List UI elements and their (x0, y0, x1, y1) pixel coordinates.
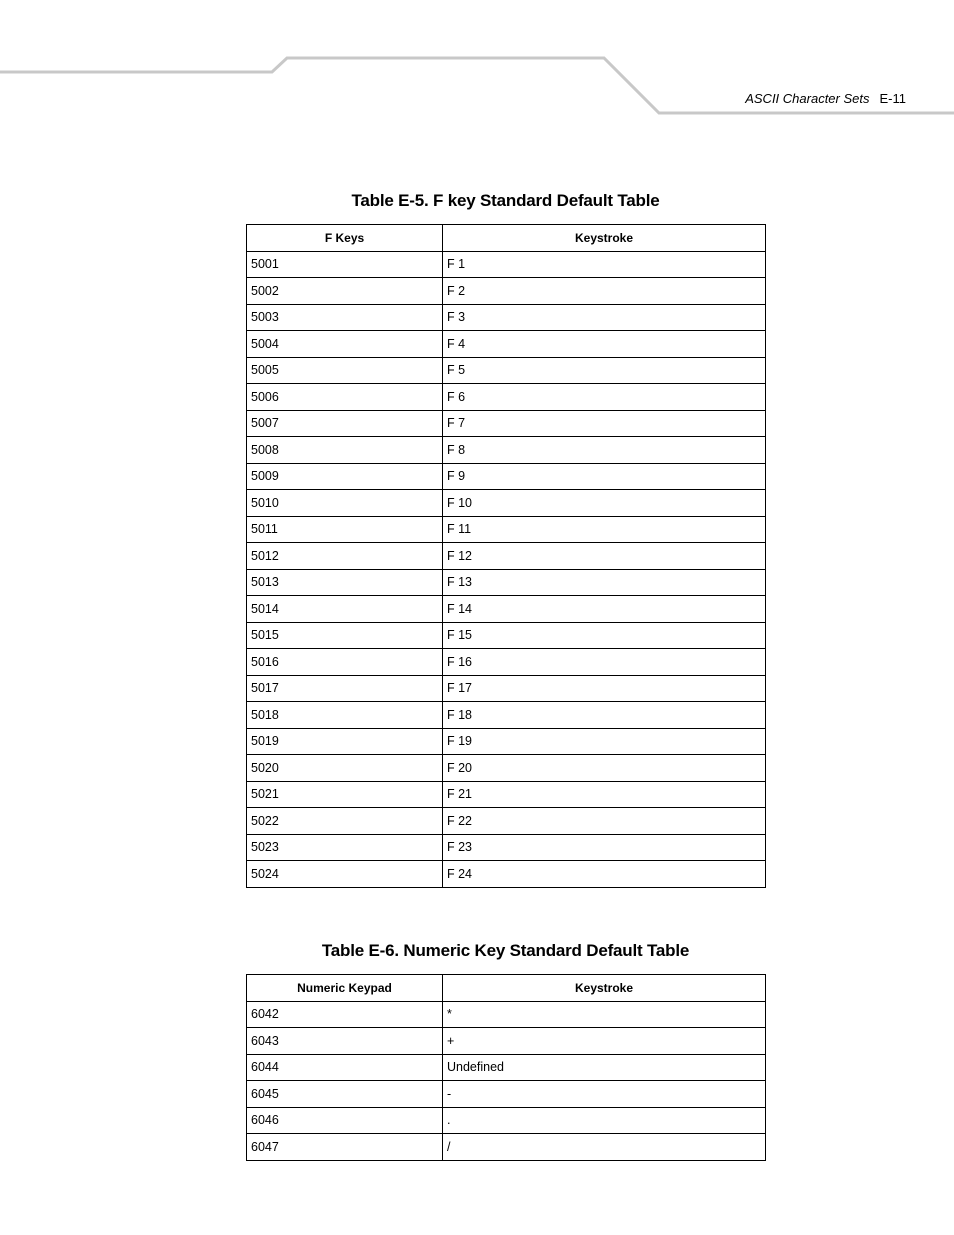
keystroke-cell: F 1 (443, 251, 766, 278)
code-cell: 5023 (247, 834, 443, 861)
section-title: ASCII Character Sets (745, 91, 870, 106)
code-cell: 5007 (247, 410, 443, 437)
page-number: E-11 (879, 91, 906, 106)
code-cell: 5021 (247, 781, 443, 808)
table-row (247, 596, 766, 623)
code-cell: 5024 (247, 861, 443, 888)
code-cell: 5010 (247, 490, 443, 517)
code-cell: 5020 (247, 755, 443, 782)
code-cell: 5001 (247, 251, 443, 278)
keystroke-cell: F 11 (443, 516, 766, 543)
table-row (247, 357, 766, 384)
keystroke-cell: F 2 (443, 278, 766, 305)
code-cell: 6042 (247, 1001, 443, 1028)
keystroke-cell: / (443, 1134, 766, 1161)
table-e6 (246, 974, 766, 1161)
keystroke-cell: F 15 (443, 622, 766, 649)
table-row (247, 649, 766, 676)
keystroke-cell: F 6 (443, 384, 766, 411)
keystroke-cell: F 7 (443, 410, 766, 437)
keystroke-cell: F 23 (443, 834, 766, 861)
column-header: F Keys (247, 225, 443, 252)
keystroke-cell: + (443, 1028, 766, 1055)
table-e5-title: Table E-5. F key Standard Default Table (351, 191, 660, 210)
keystroke-cell: F 18 (443, 702, 766, 729)
code-cell: 6047 (247, 1134, 443, 1161)
code-cell: 5017 (247, 675, 443, 702)
table-row (247, 728, 766, 755)
table-row (247, 702, 766, 729)
code-cell: 6043 (247, 1028, 443, 1055)
table-row (247, 861, 766, 888)
keystroke-cell: - (443, 1081, 766, 1108)
running-header (745, 91, 906, 106)
column-header: Keystroke (443, 975, 766, 1002)
keystroke-cell: F 14 (443, 596, 766, 623)
table-row (247, 781, 766, 808)
code-cell: 5013 (247, 569, 443, 596)
code-cell: 6046 (247, 1107, 443, 1134)
keystroke-cell: F 10 (443, 490, 766, 517)
code-cell: 5014 (247, 596, 443, 623)
table-row (247, 543, 766, 570)
code-cell: 5005 (247, 357, 443, 384)
keystroke-cell: F 9 (443, 463, 766, 490)
keystroke-cell: F 13 (443, 569, 766, 596)
column-header: Numeric Keypad (247, 975, 443, 1002)
table-row (247, 1081, 766, 1108)
table-row (247, 569, 766, 596)
table-row (247, 675, 766, 702)
table-row (247, 1028, 766, 1055)
code-cell: 5012 (247, 543, 443, 570)
keystroke-cell: * (443, 1001, 766, 1028)
keystroke-cell: Undefined (443, 1054, 766, 1081)
code-cell: 5002 (247, 278, 443, 305)
table-header-row (247, 975, 766, 1002)
table-row (247, 410, 766, 437)
table-e5 (246, 224, 766, 888)
keystroke-cell: F 22 (443, 808, 766, 835)
table-row (247, 1001, 766, 1028)
table-row (247, 755, 766, 782)
table-row (247, 1134, 766, 1161)
table-row (247, 437, 766, 464)
code-cell: 5004 (247, 331, 443, 358)
code-cell: 5015 (247, 622, 443, 649)
keystroke-cell: F 20 (443, 755, 766, 782)
code-cell: 5019 (247, 728, 443, 755)
table-row (247, 463, 766, 490)
keystroke-cell: F 24 (443, 861, 766, 888)
code-cell: 5003 (247, 304, 443, 331)
table-row (247, 304, 766, 331)
table-row (247, 808, 766, 835)
keystroke-cell: F 5 (443, 357, 766, 384)
table-row (247, 622, 766, 649)
keystroke-cell: F 4 (443, 331, 766, 358)
table-row (247, 834, 766, 861)
keystroke-cell: F 3 (443, 304, 766, 331)
table-row (247, 516, 766, 543)
code-cell: 5009 (247, 463, 443, 490)
keystroke-cell: F 12 (443, 543, 766, 570)
column-header: Keystroke (443, 225, 766, 252)
keystroke-cell: F 16 (443, 649, 766, 676)
code-cell: 5016 (247, 649, 443, 676)
keystroke-cell: F 21 (443, 781, 766, 808)
code-cell: 6044 (247, 1054, 443, 1081)
code-cell: 5011 (247, 516, 443, 543)
table-header-row (247, 225, 766, 252)
table-row (247, 490, 766, 517)
table-row (247, 251, 766, 278)
table-row (247, 1107, 766, 1134)
keystroke-cell: . (443, 1107, 766, 1134)
table-e6-title: Table E-6. Numeric Key Standard Default Table (321, 941, 690, 960)
keystroke-cell: F 17 (443, 675, 766, 702)
table-row (247, 278, 766, 305)
keystroke-cell: F 8 (443, 437, 766, 464)
keystroke-cell: F 19 (443, 728, 766, 755)
table-row (247, 384, 766, 411)
code-cell: 5022 (247, 808, 443, 835)
code-cell: 6045 (247, 1081, 443, 1108)
code-cell: 5008 (247, 437, 443, 464)
code-cell: 5018 (247, 702, 443, 729)
table-row (247, 331, 766, 358)
table-row (247, 1054, 766, 1081)
code-cell: 5006 (247, 384, 443, 411)
